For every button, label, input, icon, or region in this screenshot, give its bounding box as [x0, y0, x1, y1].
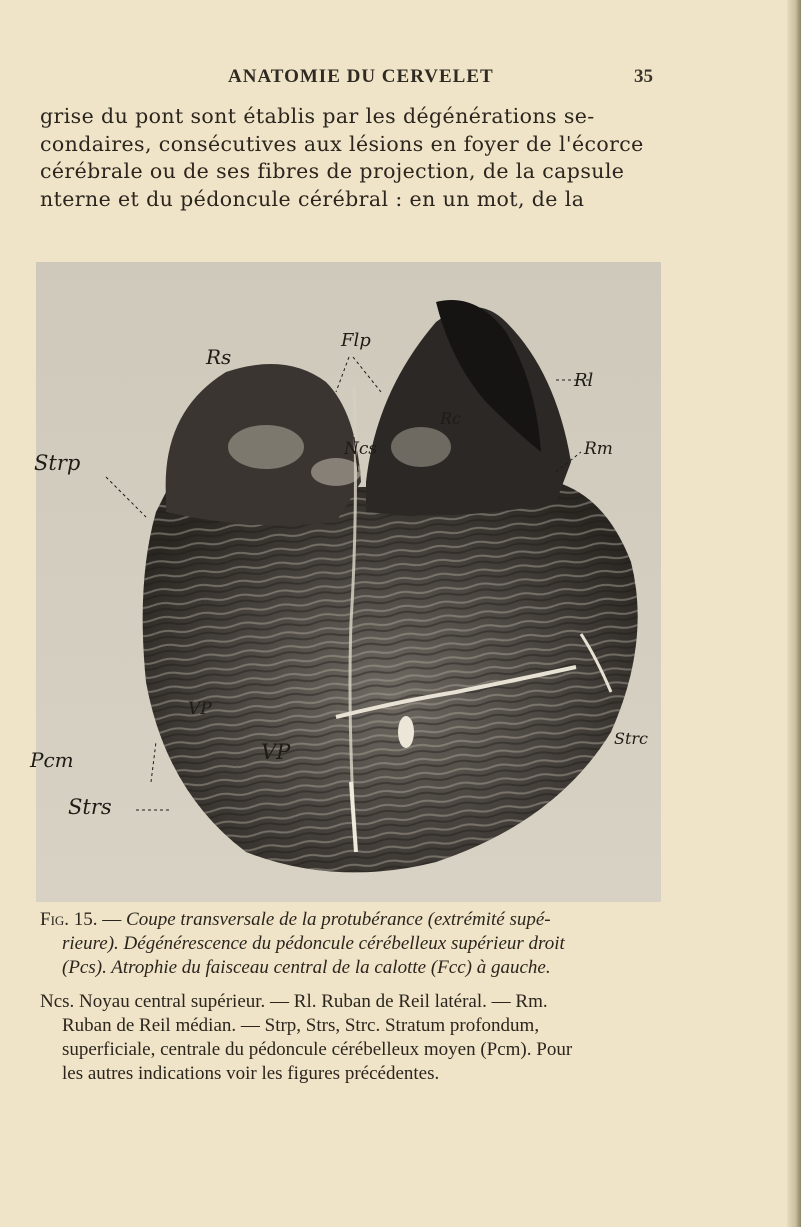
body-line: grise du pont sont établis par les dégénérations se-	[40, 104, 595, 128]
body-text	[40, 103, 690, 213]
body-line: nterne et du pédoncule cérébral : en un mot, de la	[40, 186, 585, 211]
label-vp-upper: VP	[188, 699, 212, 719]
running-head	[0, 66, 801, 90]
label-rc: Rc	[440, 409, 462, 428]
label-ncs: Ncs	[344, 439, 378, 459]
caption-title-line1: Coupe transversale de la protubérance (extrémité supé-	[126, 909, 551, 930]
pons-section-illustration	[30, 262, 661, 902]
caption-title-line3: (Pcs). Atrophie du faisceau central de la calotte (Fcc) à gauche.	[62, 957, 551, 978]
caption-legend-line3: superficiale, centrale du pédoncule cérébelleux moyen (Pcm). Pour	[62, 1039, 573, 1060]
label-vp-lower: VP	[261, 740, 291, 764]
caption-legend-line4: les autres indications voir les figures précédentes.	[62, 1063, 440, 1084]
page-edge	[787, 0, 801, 1227]
caption-title-line2: rieure). Dégénérescence du pédoncule cérébelleux supérieur droit	[62, 933, 565, 954]
label-rs: Rs	[206, 345, 232, 369]
label-strc: Strc	[614, 729, 648, 748]
body-line: cérébrale ou de ses fibres de projection, de la capsule	[40, 159, 625, 183]
caption-legend-line2: Ruban de Reil médian. — Strp, Strs, Strc. Stratum profondum,	[62, 1015, 540, 1036]
body-line: condaires, consécutives aux lésions en foyer de l'écorce	[40, 131, 644, 156]
figure-caption	[40, 908, 690, 1086]
label-pcm: Pcm	[30, 748, 74, 772]
running-title: ANATOMIE DU CERVELET	[228, 66, 494, 87]
caption-dash: —	[102, 909, 122, 930]
caption-legend	[40, 990, 690, 1086]
label-rm: Rm	[584, 439, 613, 459]
caption-title	[40, 908, 690, 980]
page-number: 35	[634, 66, 653, 87]
label-strs: Strs	[68, 795, 112, 819]
caption-fig-number: Fig. 15.	[40, 909, 98, 930]
label-strp: Strp	[34, 451, 81, 475]
caption-legend-line1: Ncs. Noyau central supérieur. — Rl. Ruban de Reil latéral. — Rm.	[40, 991, 548, 1012]
pons-section-figure	[30, 262, 661, 902]
label-flp: Flp	[341, 330, 371, 351]
label-rl: Rl	[574, 370, 594, 391]
